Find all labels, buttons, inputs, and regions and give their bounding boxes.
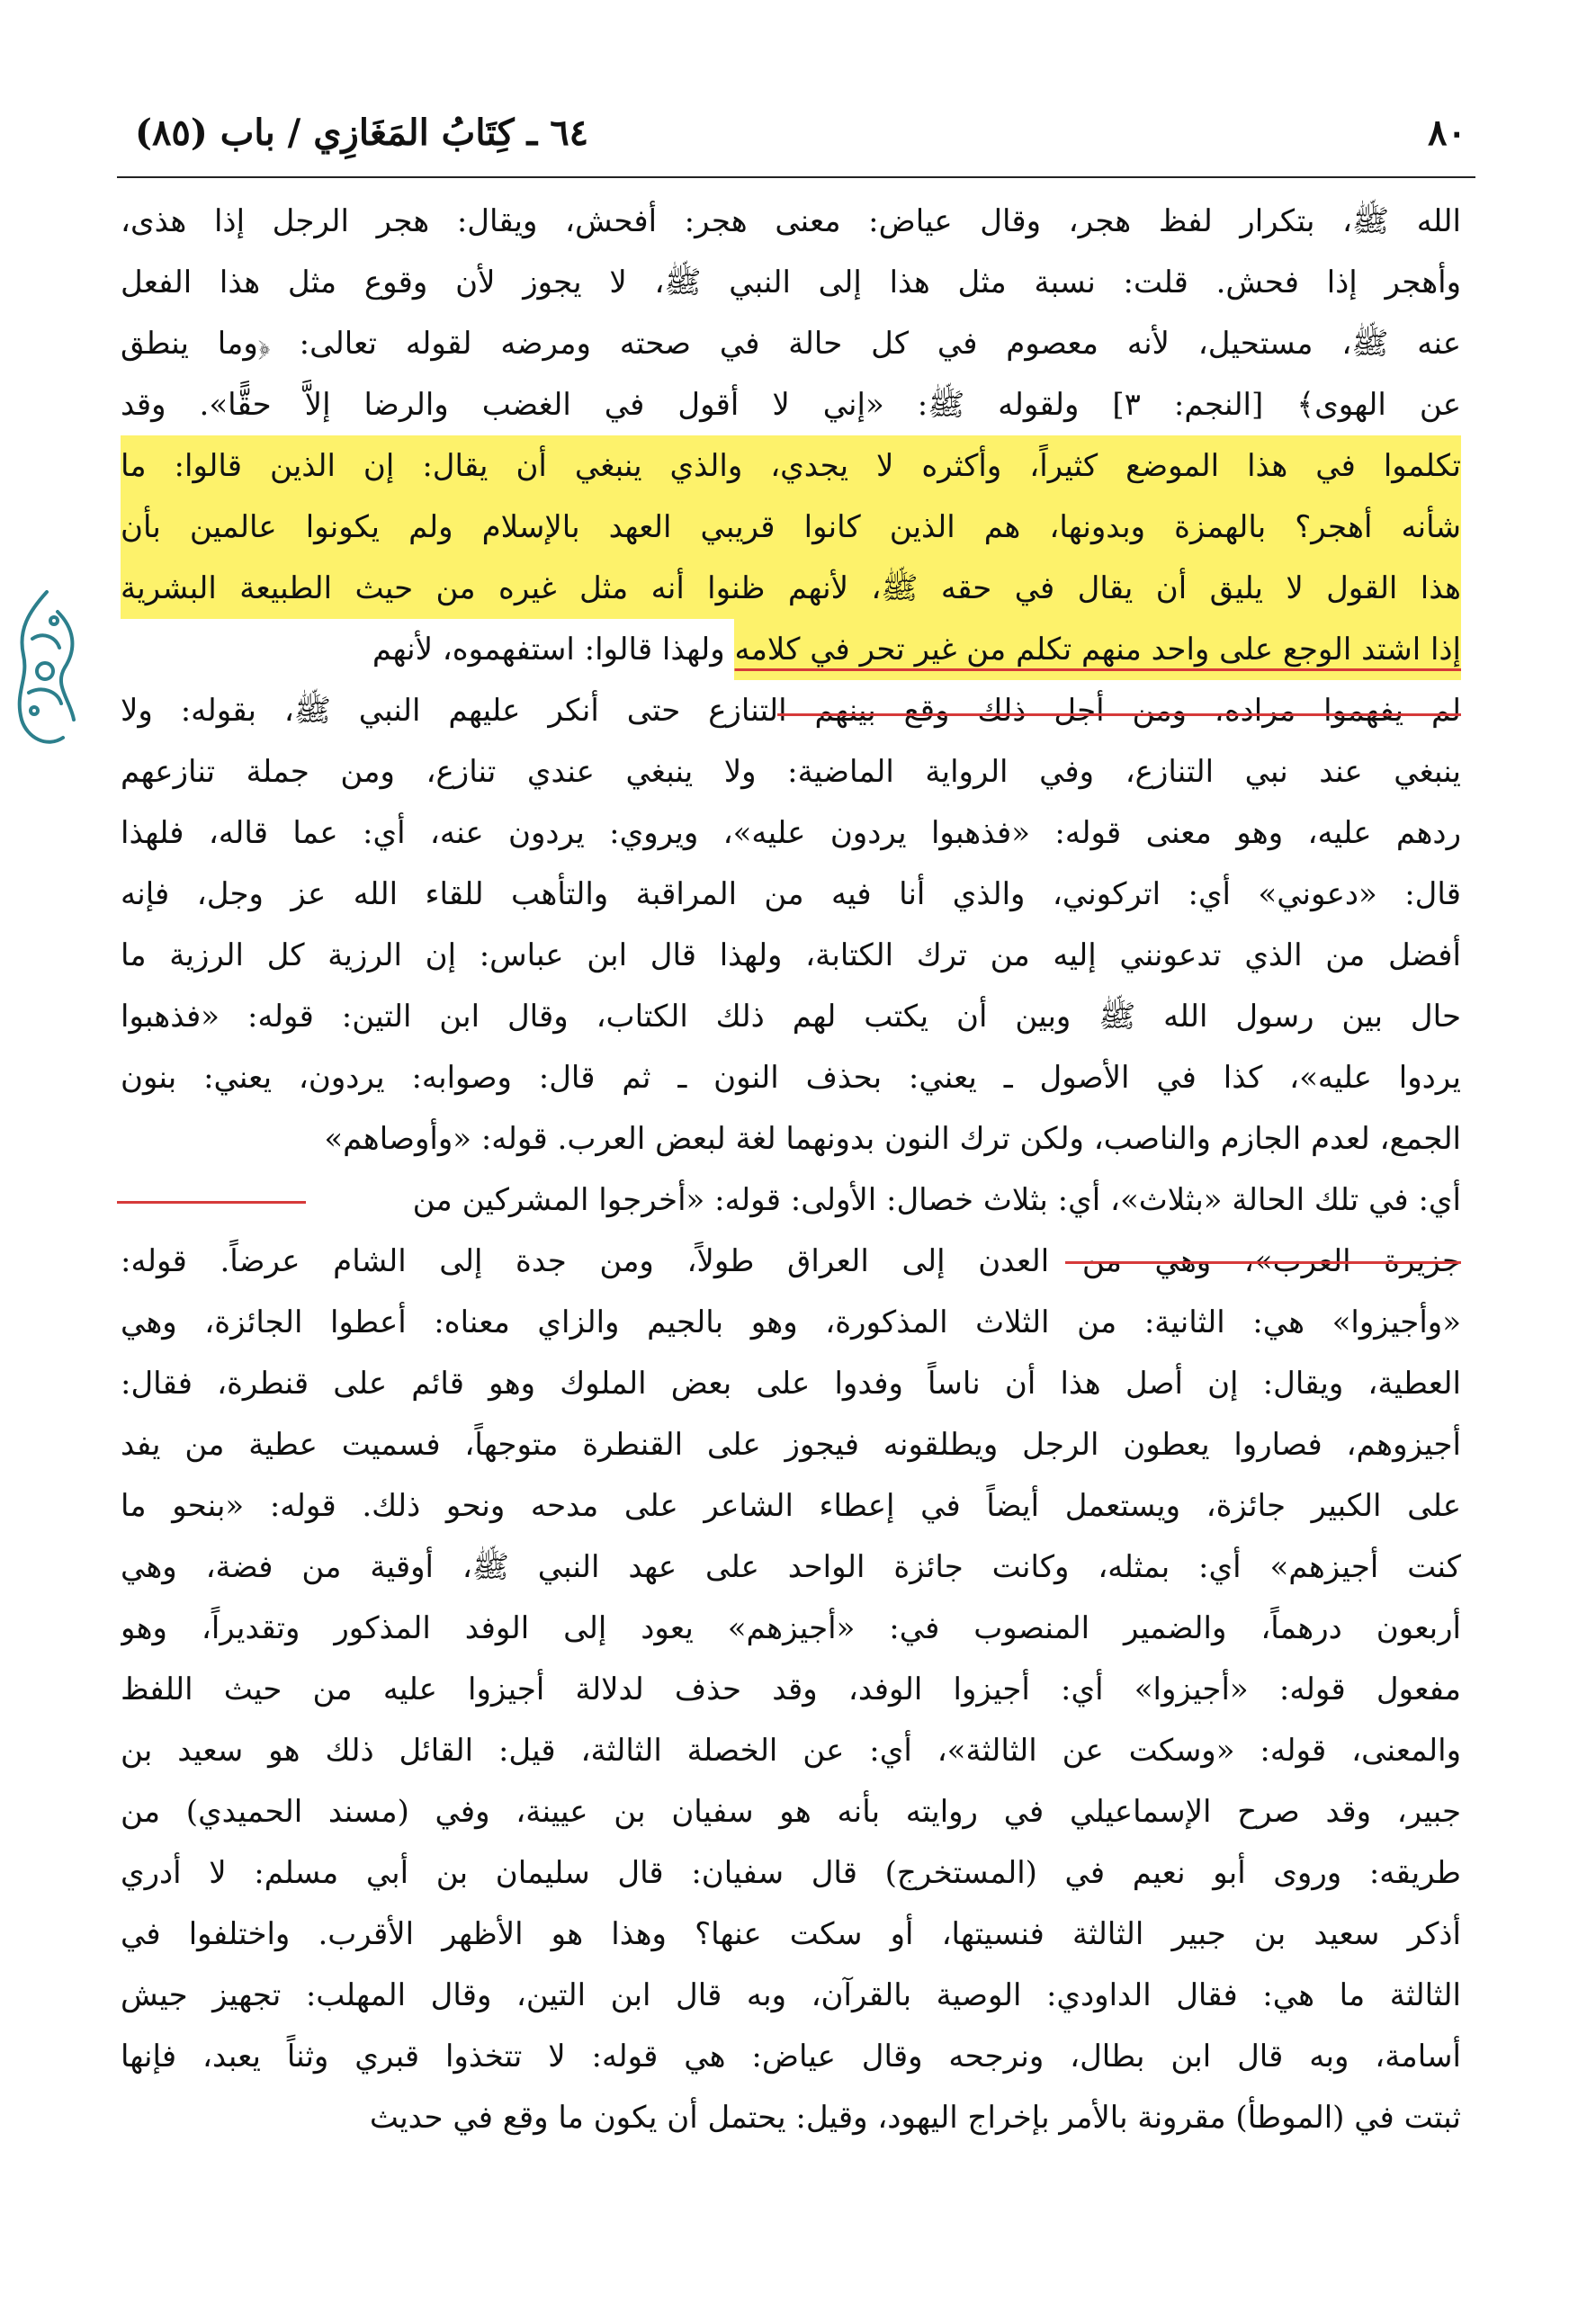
line-text: شأنه أهجر؟ بالهمزة وبدونها، هم الذين كانوا قريبي العهد بالإسلام ولم يكونوا عالمين بأن: [121, 509, 1461, 545]
text-line: [121, 1475, 1461, 1537]
text-line: [121, 191, 1461, 252]
line-text: «وأجيزوا» هي: الثانية: من الثلاث المذكورة، وهو بالجيم والزاي معناه: أعطوا الجائزة، وهي: [121, 1304, 1461, 1340]
line-text: الثالثة ما هي: فقال الداودي: الوصية بالقرآن، وبه قال ابن التين، وقال المهلب: تجهيز جيش: [121, 1977, 1461, 2013]
line-text: العطية، ويقال: إن أصل هذا أن ناساً وفدوا على بعض الملوك وهو قائم على قنطرة، فقال:: [121, 1366, 1461, 1402]
header-divider: [117, 176, 1475, 178]
line-text: تكلموا في هذا الموضع كثيراً، وأكثره لا يجدي، والذي ينبغي أن يقال: إن الذين قالوا: ما: [121, 448, 1461, 484]
line-text: لم يفهموا مراده، ومن أجل ذلك وقع بينهم التنازع حتى أنكر عليهم النبي ﷺ، بقوله: ولا: [121, 693, 1461, 729]
line-text: قال: «دعوني» أي: اتركوني، والذي أنا فيه من المراقبة والتأهب للقاء الله عز وجل، فإنه: [121, 876, 1461, 912]
calligraphic-seal-icon: [2, 585, 92, 756]
line-text: أفضل من الذي تدعونني إليه من ترك الكتابة، ولهذا قال ابن عباس: إن الرزية كل الرزية ما: [121, 937, 1461, 973]
line-text: أذكر سعيد بن جبير الثالثة فنسيتها، أو سكت عنها؟ وهذا هو الأظهر الأقرب. واختلفوا في: [121, 1916, 1461, 1952]
text-line: [121, 1598, 1461, 1659]
text-line: [121, 1659, 1461, 1720]
text-line: [121, 2087, 1461, 2148]
line-text: أسامة، وبه قال ابن بطال، ونرجحه وقال عياض: هي قوله: لا تتخذوا قبري وثناً يعبد، فإنها: [121, 2039, 1461, 2074]
body-text: [121, 191, 1461, 2148]
text-line: [121, 374, 1461, 435]
line-text: أجيزوهم، فصاروا يعطون الرجل ويطلقونه فيجوز على القنطرة متوجهاً، فسميت عطية من يفد: [121, 1427, 1461, 1463]
page-number: ٨٠: [1428, 112, 1466, 154]
underlined-text: أي: في تلك الحالة «بثلاث»،: [1109, 1182, 1461, 1218]
line-text: أربعون درهماً، والضمير المنصوب في: «أجيزهم» يعود إلى الوفد المذكور وتقديراً، وهو: [121, 1610, 1461, 1646]
line-text: والمعنى، قوله: «وسكت عن الثالثة»، أي: عن الخصلة الثالثة، قيل: القائل ذلك هو سعيد بن: [121, 1733, 1461, 1769]
line-text: ردهم عليه، وهو معنى قوله: «فذهبوا يردون عليه»، ويروي: يردون عنه، أي: عما قاله، فلهذا: [121, 815, 1461, 851]
text-line: [121, 1353, 1461, 1414]
running-header: [135, 106, 1466, 162]
text-line: [121, 680, 1461, 741]
highlighted-text: إذا اشتد الوجع على واحد منهم تكلم من غير تحر في كلامه: [734, 619, 1461, 680]
text-line: [121, 802, 1461, 864]
text-line: [121, 1169, 1461, 1231]
line-text: ثبتت في (الموطأ) مقرونة بالأمر بإخراج اليهود، وقيل: يحتمل أن يكون ما وقع في حديث: [369, 2100, 1461, 2136]
line-text: مفعول قوله: «أجيزوا» أي: أجيزوا الوفد، وقد حذف لدلالة أجيزوا عليه من حيث اللفظ: [121, 1671, 1461, 1707]
text-line: [121, 1292, 1461, 1353]
text-line: [121, 1965, 1461, 2026]
text-line: [121, 864, 1461, 925]
line-text: وأهجر إذا فحش. قلت: نسبة مثل هذا إلى النبي ﷺ، لا يجوز لأن وقوع مثل هذا الفعل: [121, 264, 1461, 300]
line-text: جزيرة العرب»، وهي من العدن إلى العراق طولاً، ومن جدة إلى الشام عرضاً. قوله:: [121, 1243, 1461, 1279]
text-line: [121, 1047, 1461, 1108]
text-line: [121, 558, 1461, 619]
text-line: [121, 986, 1461, 1047]
text-line: [121, 1108, 1461, 1169]
text-line: [121, 497, 1461, 558]
text-line: [121, 313, 1461, 374]
text-line: [121, 252, 1461, 313]
line-text: عنه ﷺ، مستحيل، لأنه معصوم في كل حالة في صحته ومرضه لقوله تعالى: ﴿وما ينطق: [121, 326, 1461, 362]
line-text: ولهذا قالوا: استفهموه، لأنهم: [372, 632, 735, 668]
line-text: الله ﷺ، بتكرار لفظ هجر، وقال عياض: معنى هجر: أفحش، ويقال: هجر الرجل إذا هذى،: [121, 203, 1461, 239]
text-line: [121, 741, 1461, 802]
text-line: [121, 1904, 1461, 1965]
running-title: ٦٤ ـ كِتَابُ المَغَازِي / باب (٨٥): [135, 112, 589, 154]
text-line: [121, 2026, 1461, 2087]
text-line: [121, 1537, 1461, 1598]
line-text: جبير، وقد صرح الإسماعيلي في روايته بأنه هو سفيان بن عيينة، وفي (مسند الحميدي) من: [121, 1794, 1461, 1830]
underlined-text: «وأوصاهم»: [324, 1121, 472, 1157]
line-text: كنت أجيزهم» أي: بمثله، وكانت جائزة الواحد على عهد النبي ﷺ، أوقية من فضة، وهي: [121, 1549, 1461, 1585]
line-text: على الكبير جائزة، ويستعمل أيضاً في إعطاء الشاعر على مدحه ونحو ذلك. قوله: «بنحو ما: [121, 1488, 1461, 1524]
line-text: طريقه: وروى أبو نعيم في (المستخرج) قال سفيان: قال سليمان بن أبي مسلم: لا أدري: [121, 1855, 1461, 1891]
text-line: [121, 1414, 1461, 1475]
text-line: [121, 435, 1461, 497]
line-text: أي: بثلاث خصال: الأولى: قوله: «أخرجوا المشركين من: [412, 1182, 1110, 1218]
text-line: [121, 619, 1461, 680]
text-line: [121, 925, 1461, 986]
text-line: [121, 1720, 1461, 1781]
line-text: حال بين رسول الله ﷺ وبين أن يكتب لهم ذلك الكتاب، وقال ابن التين: قوله: «فذهبوا: [121, 999, 1461, 1035]
line-text: الجمع، لعدم الجازم والناصب، ولكن ترك النون بدونهما لغة لبعض العرب. قوله:: [471, 1121, 1461, 1157]
line-text: عن الهوى﴾ [النجم: ٣] ولقوله ﷺ: «إني لا أقول في الغضب والرضا إلاَّ حقًّا». وقد: [121, 387, 1461, 423]
text-line: [121, 1842, 1461, 1904]
line-text: ينبغي عند نبي التنازع، وفي الرواية الماضية: ولا ينبغي عندي تنازع، ومن جملة تنازعهم: [121, 754, 1461, 790]
line-text: يردوا عليه»، كذا في الأصول ـ يعني: بحذف النون ـ ثم قال: وصوابه: يردون، يعني: بنون: [121, 1060, 1461, 1096]
text-line: [121, 1781, 1461, 1842]
underline-mark-lower-b: [1065, 1261, 1461, 1264]
underline-mark-upper: [777, 713, 1461, 716]
line-text: هذا القول لا يليق أن يقال في حقه ﷺ، لأنهم ظنوا أنه مثل غيره من حيث الطبيعة البشرية: [121, 570, 1461, 606]
underline-mark-lower-a: [117, 1201, 306, 1204]
